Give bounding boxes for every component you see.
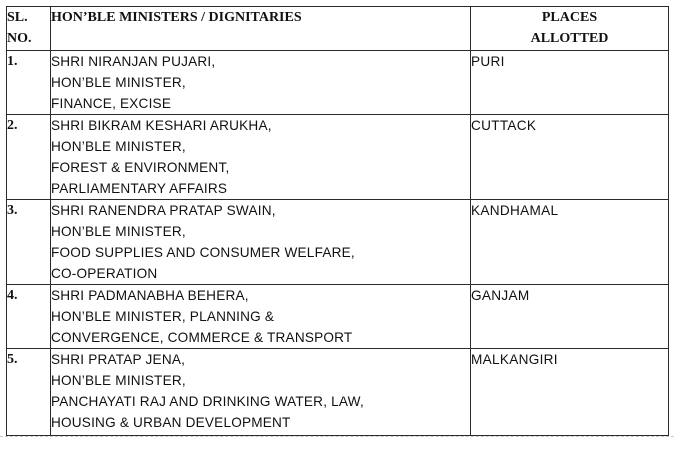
row-dignitary-details xyxy=(51,285,471,349)
dignitary-portfolio: PANCHAYATI RAJ AND DRINKING WATER, LAW, xyxy=(51,394,364,409)
dignitary-portfolio: CONVERGENCE, COMMERCE & TRANSPORT xyxy=(51,330,353,345)
dignitary-name: SHRI PADMANABHA BEHERA, xyxy=(51,288,249,303)
dignitary-designation: HON’BLE MINISTER, xyxy=(51,139,186,154)
scan-fold-line xyxy=(0,436,674,437)
table-row xyxy=(7,115,669,200)
row-place-allotted: MALKANGIRI xyxy=(471,349,669,436)
dignitary-portfolio: HOUSING & URBAN DEVELOPMENT xyxy=(51,415,291,430)
header-sl-line2: NO. xyxy=(7,31,32,46)
dignitary-name: SHRI BIKRAM KESHARI ARUKHA, xyxy=(51,118,272,133)
row-dignitary-details xyxy=(51,200,471,285)
row-place-allotted: CUTTACK xyxy=(471,115,669,200)
dignitary-name: SHRI NIRANJAN PUJARI, xyxy=(51,54,216,69)
dignitary-portfolio: CO-OPERATION xyxy=(51,266,158,281)
allotment-table xyxy=(6,6,669,436)
header-place-line1: PLACES xyxy=(541,10,598,25)
row-dignitary-details xyxy=(51,115,471,200)
row-serial-number: 4. xyxy=(7,285,51,349)
row-serial-number: 5. xyxy=(7,349,51,436)
dignitary-portfolio: FOREST & ENVIRONMENT, xyxy=(51,160,230,175)
dignitary-name: SHRI PRATAP JENA, xyxy=(51,352,186,367)
table-row xyxy=(7,51,669,115)
row-serial-number: 1. xyxy=(7,51,51,115)
dignitary-name: SHRI RANENDRA PRATAP SWAIN, xyxy=(51,203,276,218)
dignitary-designation: HON’BLE MINISTER, xyxy=(51,75,186,90)
table-header-row xyxy=(7,7,669,51)
dignitary-designation: HON’BLE MINISTER, PLANNING & xyxy=(51,309,275,324)
row-place-allotted: PURI xyxy=(471,51,669,115)
dignitary-portfolio: PARLIAMENTARY AFFAIRS xyxy=(51,181,228,196)
dignitary-designation: HON’BLE MINISTER, xyxy=(51,373,186,388)
row-serial-number: 3. xyxy=(7,200,51,285)
header-sl-no xyxy=(7,7,51,51)
row-dignitary-details xyxy=(51,51,471,115)
table-row xyxy=(7,200,669,285)
dignitary-portfolio: FINANCE, EXCISE xyxy=(51,96,172,111)
dignitary-portfolio: FOOD SUPPLIES AND CONSUMER WELFARE, xyxy=(51,245,355,260)
row-place-allotted: GANJAM xyxy=(471,285,669,349)
header-places-allotted xyxy=(471,7,669,51)
header-dignitaries: HON’BLE MINISTERS / DIGNITARIES xyxy=(51,7,471,51)
row-dignitary-details xyxy=(51,349,471,436)
header-sl-line1: SL. xyxy=(7,10,28,25)
header-place-line2: ALLOTTED xyxy=(530,31,609,46)
table-row xyxy=(7,285,669,349)
row-place-allotted: KANDHAMAL xyxy=(471,200,669,285)
row-serial-number: 2. xyxy=(7,115,51,200)
table-row xyxy=(7,349,669,436)
dignitary-designation: HON’BLE MINISTER, xyxy=(51,224,186,239)
